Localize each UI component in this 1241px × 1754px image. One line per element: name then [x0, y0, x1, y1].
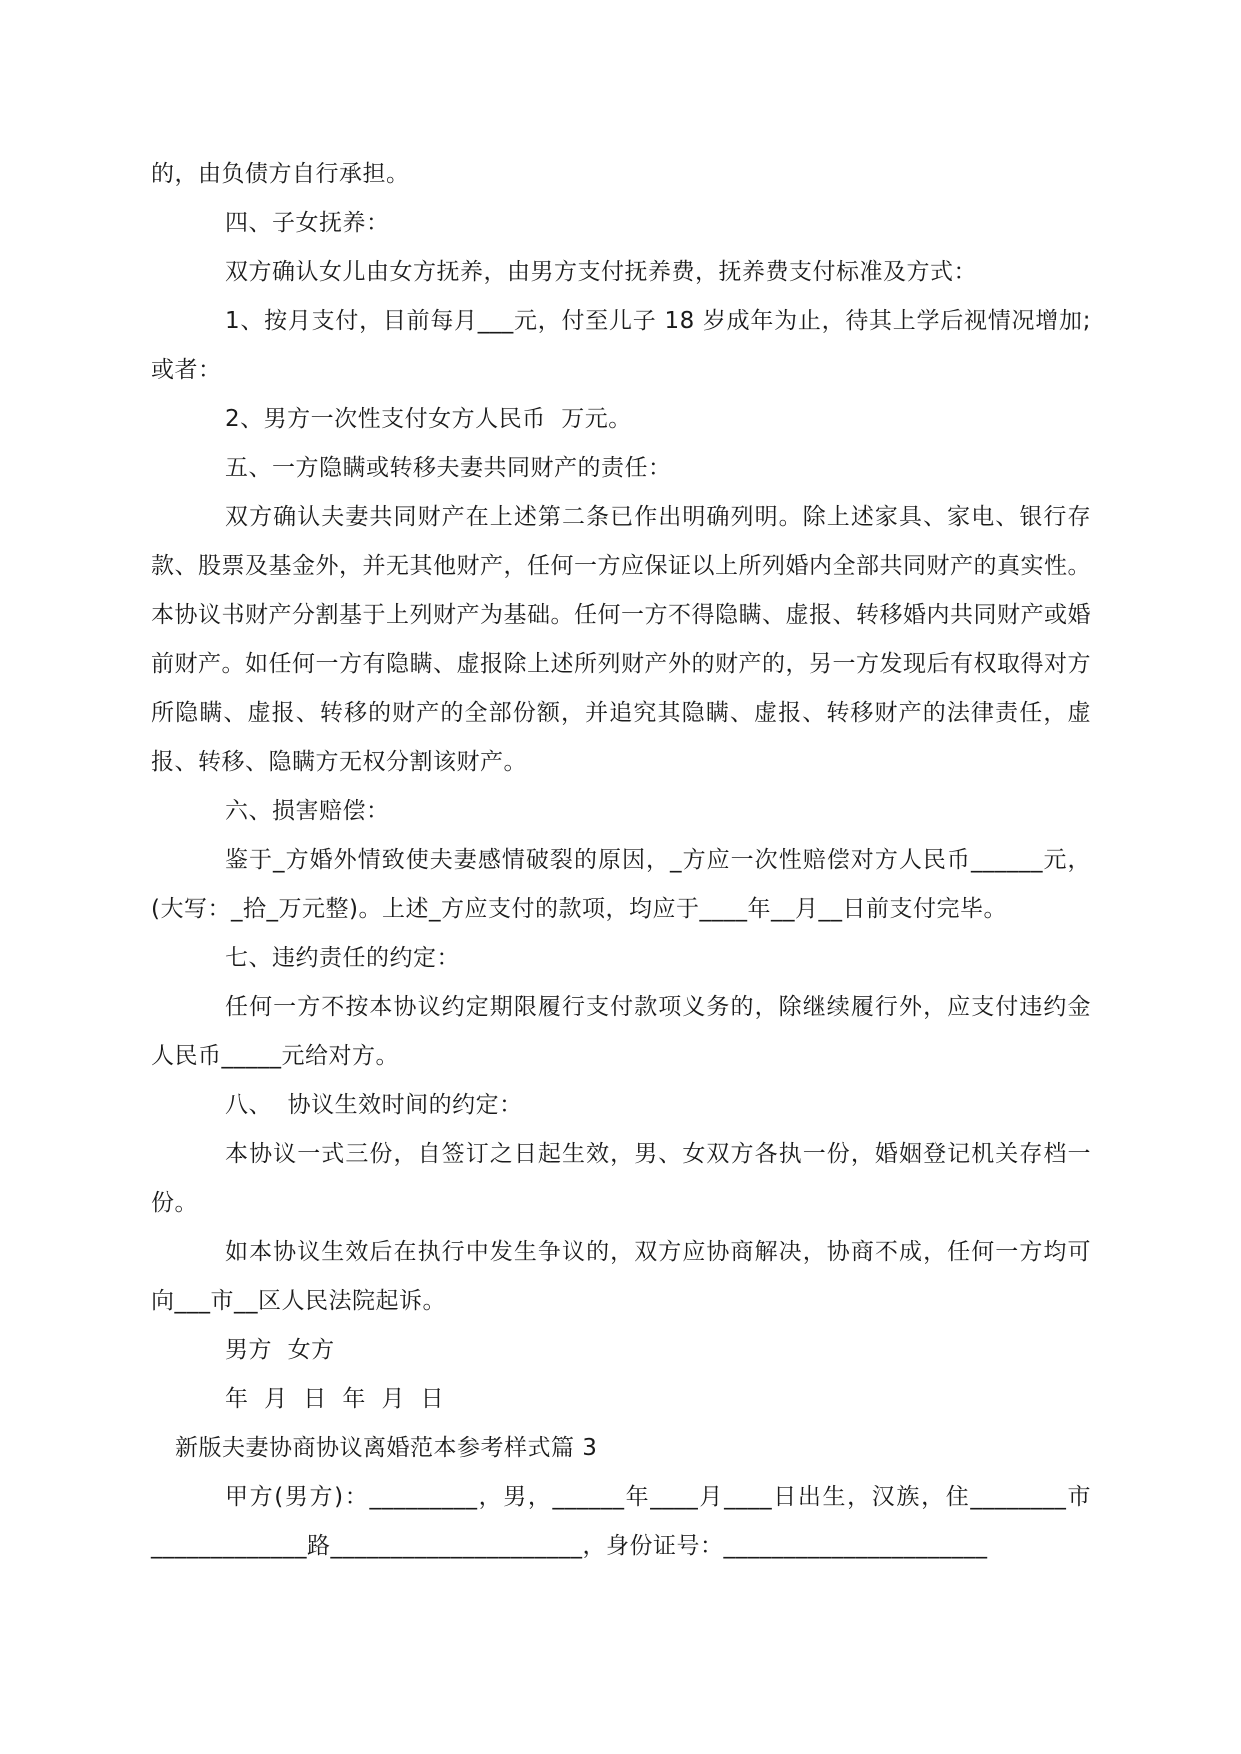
paragraph-breach-body: 任何一方不按本协议约定期限履行支付款项义务的，除继续履行外，应支付违约金人民币_____元给对方。	[151, 994, 1091, 1069]
paragraph-damages-body: 鉴于_方婚外情致使夫妻感情破裂的原因，_方应一次性赔偿对方人民币______元，(大写：_拾_万元整)。上述_方应支付的款项，均应于____年__月__日前支付完毕。	[151, 847, 1091, 922]
section-heading-damages: 六、损害赔偿：	[225, 798, 390, 824]
section-heading-breach: 七、违约责任的约定：	[225, 945, 460, 971]
paragraph-dispute: 如本协议生效后在执行中发生争议的，双方应协商解决，协商不成，任何一方均可向___市__区人民法院起诉。	[151, 1239, 1091, 1314]
signature-parties: 男方 女方	[225, 1337, 335, 1363]
paragraph-party-a: 甲方(男方)：_________，男，______年____月____日出生，汉族，住________市_____________路_____________________，身份证号：______________________	[151, 1484, 1091, 1559]
section-heading-concealment: 五、一方隐瞒或转移夫妻共同财产的责任：	[225, 455, 672, 481]
paragraph-concealment-body: 双方确认夫妻共同财产在上述第二条已作出明确列明。除上述家具、家电、银行存款、股票及基金外，并无其他财产，任何一方应保证以上所列婚内全部共同财产的真实性。本协议书财产分割基于上列财产为基础。任何一方不得隐瞒、虚报、转移婚内共同财产或婚前财产。如任何一方有隐瞒、虚报除上述所列财产外的财产的，另一方发现后有权取得对方所隐瞒、虚报、转移的财产的全部份额，并追究其隐瞒、虚报、转移财产的法律责任，虚报、转移、隐瞒方无权分割该财产。	[151, 504, 1091, 775]
section-heading-effective-date: 八、 协议生效时间的约定：	[225, 1092, 523, 1118]
paragraph-custody-lump-sum: 2、男方一次性支付女方人民币 万元。	[225, 406, 632, 432]
paragraph-custody-intro: 双方确认女儿由女方抚养，由男方支付抚养费，抚养费支付标准及方式：	[225, 259, 977, 285]
paragraph-copies: 本协议一式三份，自签订之日起生效，男、女双方各执一份，婚姻登记机关存档一份。	[151, 1141, 1091, 1216]
document-title: 新版夫妻协商协议离婚范本参考样式篇 3	[175, 1435, 598, 1461]
paragraph-debt-ending: 的，由负债方自行承担。	[151, 161, 410, 187]
section-heading-child-custody: 四、子女抚养：	[225, 210, 390, 236]
document-body	[151, 150, 1091, 1571]
signature-dates: 年 月 日 年 月 日	[225, 1386, 445, 1412]
paragraph-custody-monthly: 1、按月支付，目前每月___元，付至儿子 18 岁成年为止，待其上学后视情况增加;或者：	[151, 308, 1091, 383]
